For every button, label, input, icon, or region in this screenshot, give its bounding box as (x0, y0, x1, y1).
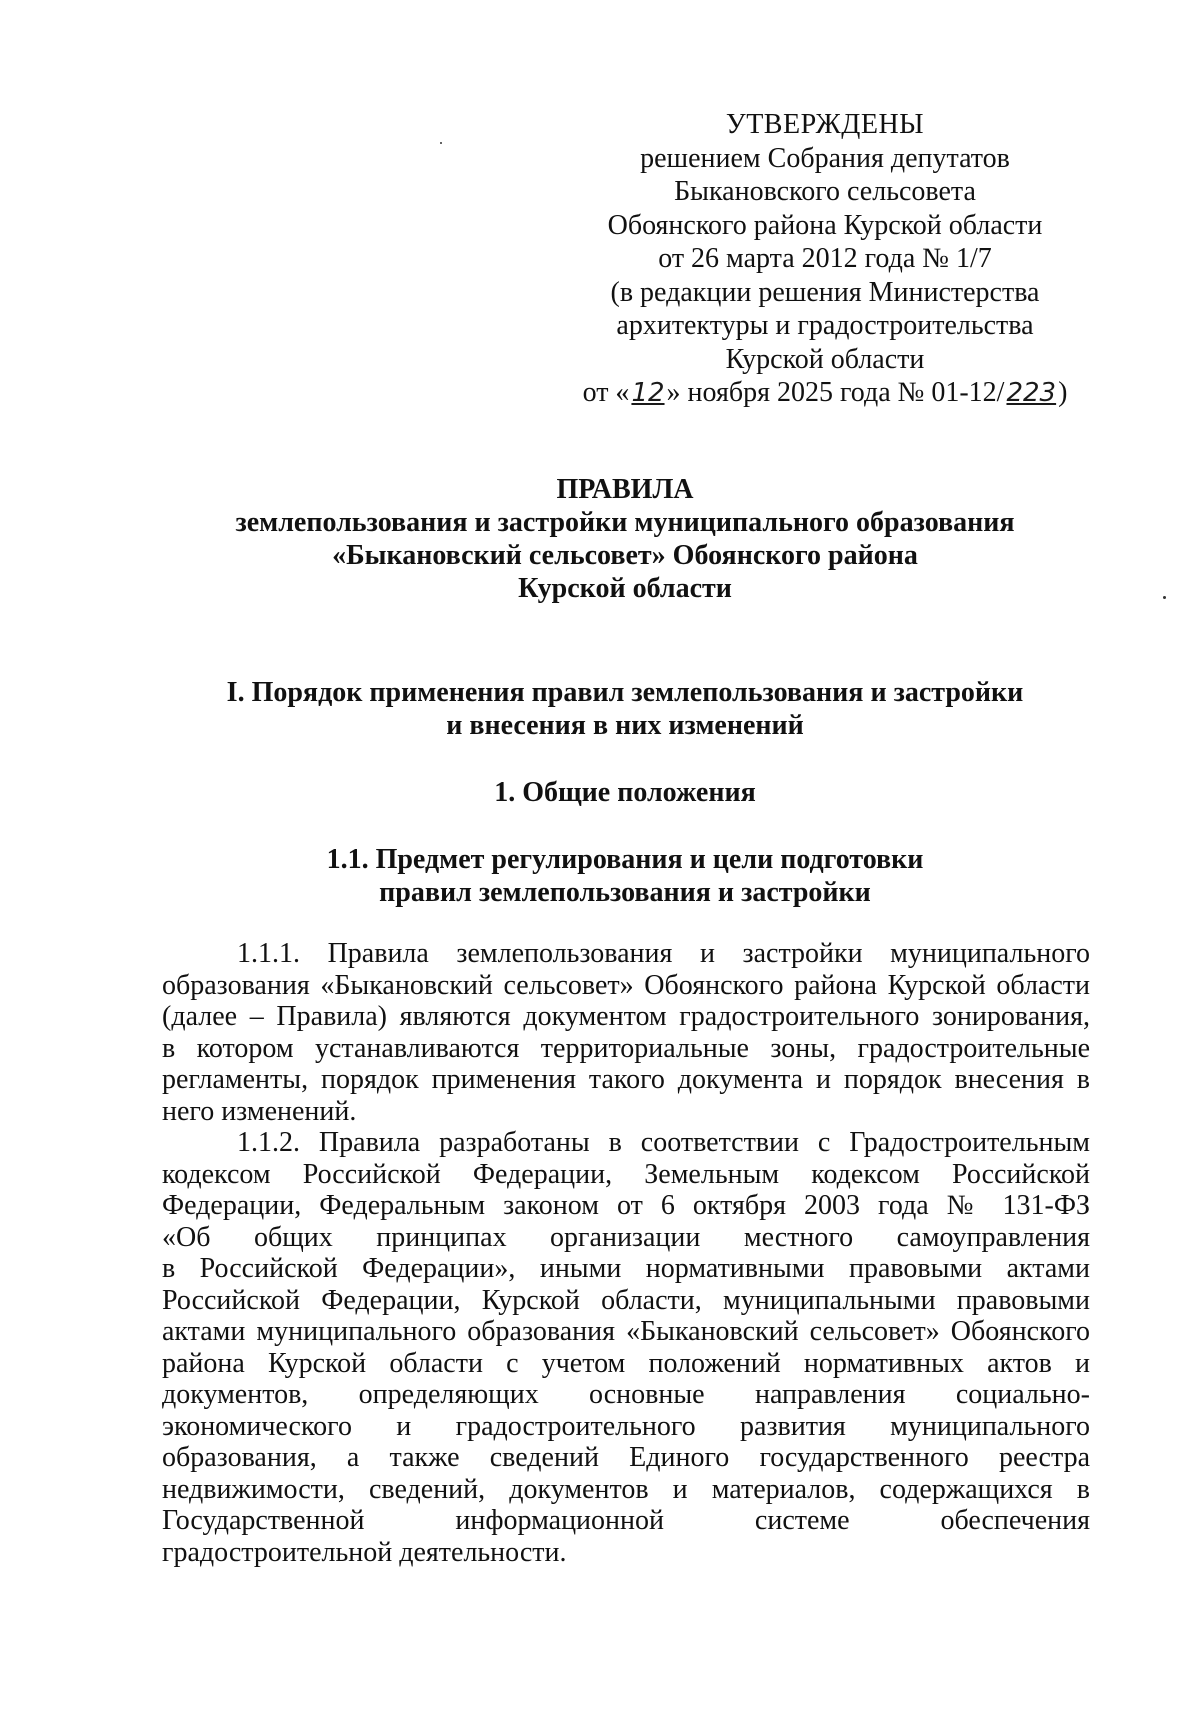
section-heading-line: I. Порядок применения правил землепользования и застройки (226, 677, 1024, 708)
approval-line: Курской области (725, 343, 925, 375)
text-line: кодексом Российской Федерации, Земельным кодексом Российской (162, 1158, 1090, 1190)
handwritten-day: 12 (631, 378, 665, 408)
text-line: актами муниципального образования «Быкановский сельсовет» Обоянского (162, 1316, 1090, 1347)
text-line: (далее – Правила) являются документом градостроительного зонирования, (162, 1001, 1090, 1032)
document-title-line: землепользования и застройки муниципального образования (235, 507, 1015, 538)
text-line: градостроительной деятельности. (162, 1536, 567, 1568)
text-line: 1.1.2. Правила разработаны в соответствии с Градостроительным (237, 1127, 1090, 1158)
scan-speck (440, 142, 442, 144)
subchapter-heading-line: 1.1. Предмет регулирования и цели подготовки (326, 844, 924, 875)
approval-line: архитектуры и градостроительства (616, 310, 1034, 341)
approval-line: Обоянского района Курской области (607, 209, 1043, 241)
scan-speck (1163, 596, 1166, 599)
approval-line: решением Собрания депутатов (640, 142, 1010, 174)
text-line: него изменений. (162, 1095, 357, 1127)
text-line: 1.1.1. Правила землепользования и застройки муниципального (237, 938, 1090, 969)
text-line: недвижимости, сведений, документов и материалов, содержащихся в (162, 1473, 1090, 1505)
document-title (130, 473, 1120, 605)
section-heading-line: и внесения в них изменений (446, 710, 804, 741)
approval-date-suffix: ) (1058, 377, 1068, 408)
chapter-title: 1. Общие положения (494, 777, 756, 808)
section-heading (130, 676, 1120, 742)
approval-title: УТВЕРЖДЕНЫ (725, 109, 925, 140)
body-text (162, 938, 1090, 1568)
document-title-line: Курской области (518, 573, 732, 604)
handwritten-number: 223 (1006, 378, 1057, 408)
approval-date-line (560, 376, 1090, 411)
paragraph-1-1-2 (162, 1127, 1090, 1568)
text-line: района Курской области с учетом положений нормативных актов и (162, 1347, 1090, 1379)
approval-line: (в редакции решения Министерства (610, 276, 1040, 308)
approval-line: от 26 марта 2012 года № 1/7 (658, 243, 992, 274)
text-line: Российской Федерации, Курской области, муниципальными правовыми (162, 1284, 1090, 1316)
chapter-heading (130, 776, 1120, 809)
approval-line: Быкановского сельсовета (674, 176, 976, 207)
text-line: Государственной информационной системе обеспечения (162, 1505, 1090, 1536)
subchapter-heading-line: правил землепользования и застройки (379, 877, 871, 908)
text-line: образования, а также сведений Единого государственного реестра (162, 1442, 1090, 1473)
text-line: «Об общих принципах организации местного самоуправления (162, 1221, 1090, 1253)
text-line: регламенты, порядок применения такого документа и порядок внесения в (162, 1064, 1090, 1095)
approval-date-middle: » ноября 2025 года № 01-12/ (666, 377, 1005, 408)
text-line: документов, определяющих основные направления социально- (162, 1379, 1090, 1410)
subchapter-heading (130, 843, 1120, 909)
approval-block (560, 108, 1090, 411)
text-line: в котором устанавливаются территориальные зоны, градостроительные (162, 1032, 1090, 1064)
document-title-line: «Быкановский сельсовет» Обоянского района (332, 540, 918, 571)
text-line: экономического и градостроительного развития муниципального (162, 1410, 1090, 1442)
text-line: в Российской Федерации», иными нормативными правовыми актами (162, 1253, 1090, 1284)
text-line: Федерации, Федеральным законом от 6 октября 2003 года № 131-ФЗ (162, 1190, 1090, 1221)
text-line: образования «Быкановский сельсовет» Обоянского района Курской области (162, 969, 1090, 1001)
approval-date-prefix: от « (582, 377, 630, 408)
document-heading: ПРАВИЛА (556, 474, 694, 505)
paragraph-1-1-1 (162, 938, 1090, 1127)
